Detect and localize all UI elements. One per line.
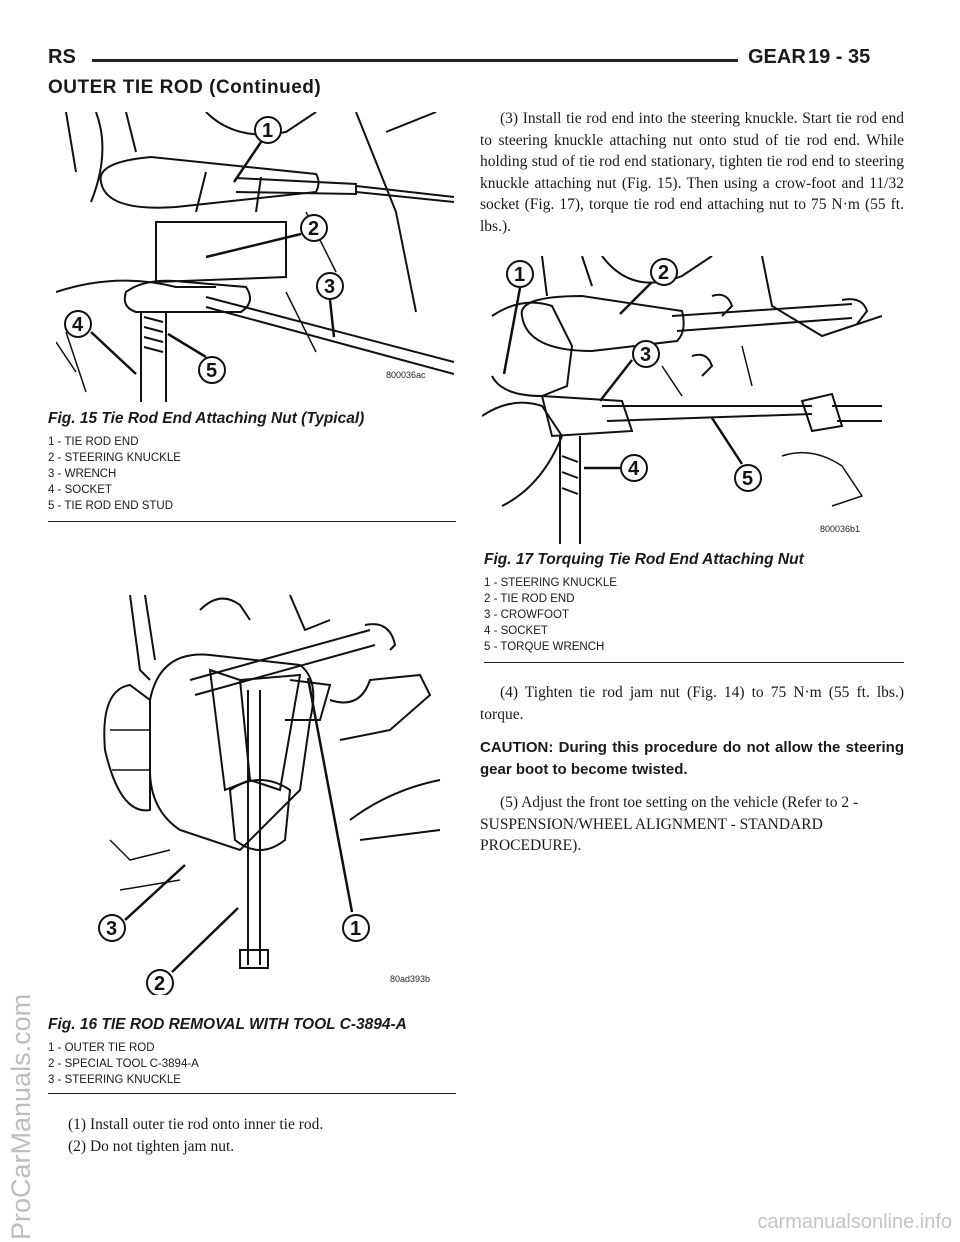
legend-item: 4 - SOCKET	[484, 625, 548, 637]
svg-text:2: 2	[308, 218, 320, 240]
legend-item: 3 - WRENCH	[48, 468, 117, 480]
svg-text:3: 3	[106, 918, 118, 940]
fig17-image-code: 800036b1	[820, 524, 861, 534]
left-steps	[48, 1114, 456, 1157]
legend-item: 2 - SPECIAL TOOL C-3894-A	[48, 1058, 199, 1070]
legend-item: 5 - TORQUE WRENCH	[484, 641, 605, 653]
right-column-top	[480, 108, 904, 249]
legend-item: 2 - TIE ROD END	[484, 593, 575, 605]
fig15-image-code: 800036ac	[386, 370, 426, 380]
header-section: GEAR	[748, 46, 806, 68]
continued-heading: OUTER TIE ROD (Continued)	[48, 77, 322, 98]
svg-text:1: 1	[514, 264, 526, 286]
right-column-bottom	[480, 682, 904, 869]
legend-item: 1 - STEERING KNUCKLE	[484, 577, 617, 589]
legend-item: 2 - STEERING KNUCKLE	[48, 452, 181, 464]
legend-item: 3 - CROWFOOT	[484, 609, 569, 621]
header-left: RS	[48, 46, 76, 68]
svg-text:2: 2	[658, 262, 670, 284]
header-page-number: 19 - 35	[808, 46, 871, 68]
fig16-legend	[48, 1040, 199, 1088]
legend-item: 1 - OUTER TIE ROD	[48, 1042, 155, 1054]
svg-text:4: 4	[628, 458, 640, 480]
svg-text:5: 5	[742, 468, 754, 490]
svg-text:1: 1	[262, 120, 274, 142]
svg-text:5: 5	[206, 360, 218, 382]
fig15-divider	[48, 521, 456, 522]
svg-text:2: 2	[154, 973, 166, 995]
figure-17-illustration	[482, 256, 882, 544]
step-2: (2) Do not tighten jam nut.	[68, 1137, 235, 1155]
svg-text:3: 3	[640, 344, 652, 366]
fig16-image-code: 80ad393b	[390, 974, 431, 984]
legend-item: 3 - STEERING KNUCKLE	[48, 1074, 181, 1086]
vertical-watermark: ProCarManuals.com	[6, 993, 36, 1240]
figure-15-illustration	[56, 112, 454, 402]
fig17-caption: Fig. 17 Torquing Tie Rod End Attaching Nut	[484, 551, 804, 568]
step-3: (3) Install tie rod end into the steering knuckle. Start tie rod end to steering knuckle attaching nut onto stud of tie rod end. While holding stud of tie rod end stationary, tighten tie rod end to steering knuckle attaching nut (Fig. 15). Then using a crow-foot and 11/32 socket (Fig. 17), torque tie rod end attaching nut to 75 N·m (55 ft. lbs.).	[480, 110, 904, 235]
step-4: (4) Tighten tie rod jam nut (Fig. 14) to 75 N·m (55 ft. lbs.) torque.	[480, 684, 904, 723]
fig16-caption: Fig. 16 TIE ROD REMOVAL WITH TOOL C-3894-A	[48, 1016, 407, 1033]
fig17-divider	[484, 662, 904, 663]
fig17-legend	[484, 575, 617, 655]
fig16-divider	[48, 1093, 456, 1094]
svg-text:4: 4	[72, 314, 84, 336]
legend-item: 5 - TIE ROD END STUD	[48, 500, 174, 512]
header-rule	[92, 59, 738, 62]
step-1: (1) Install outer tie rod onto inner tie rod.	[68, 1116, 324, 1133]
svg-text:3: 3	[324, 276, 336, 298]
legend-item: 4 - SOCKET	[48, 484, 112, 496]
caution-note: CAUTION: During this procedure do not allow the steering gear boot to become twisted.	[480, 739, 904, 778]
bottom-watermark: carmanualsonline.info	[757, 1211, 952, 1233]
fig15-caption: Fig. 15 Tie Rod End Attaching Nut (Typical)	[48, 410, 365, 427]
figure-16-illustration	[90, 590, 450, 995]
fig15-legend	[48, 434, 181, 514]
svg-text:1: 1	[350, 918, 362, 940]
legend-item: 1 - TIE ROD END	[48, 436, 139, 448]
step-5: (5) Adjust the front toe setting on the vehicle (Refer to 2 - SUSPENSION/WHEEL ALIGNMENT - STANDARD PROCEDURE).	[480, 794, 859, 854]
